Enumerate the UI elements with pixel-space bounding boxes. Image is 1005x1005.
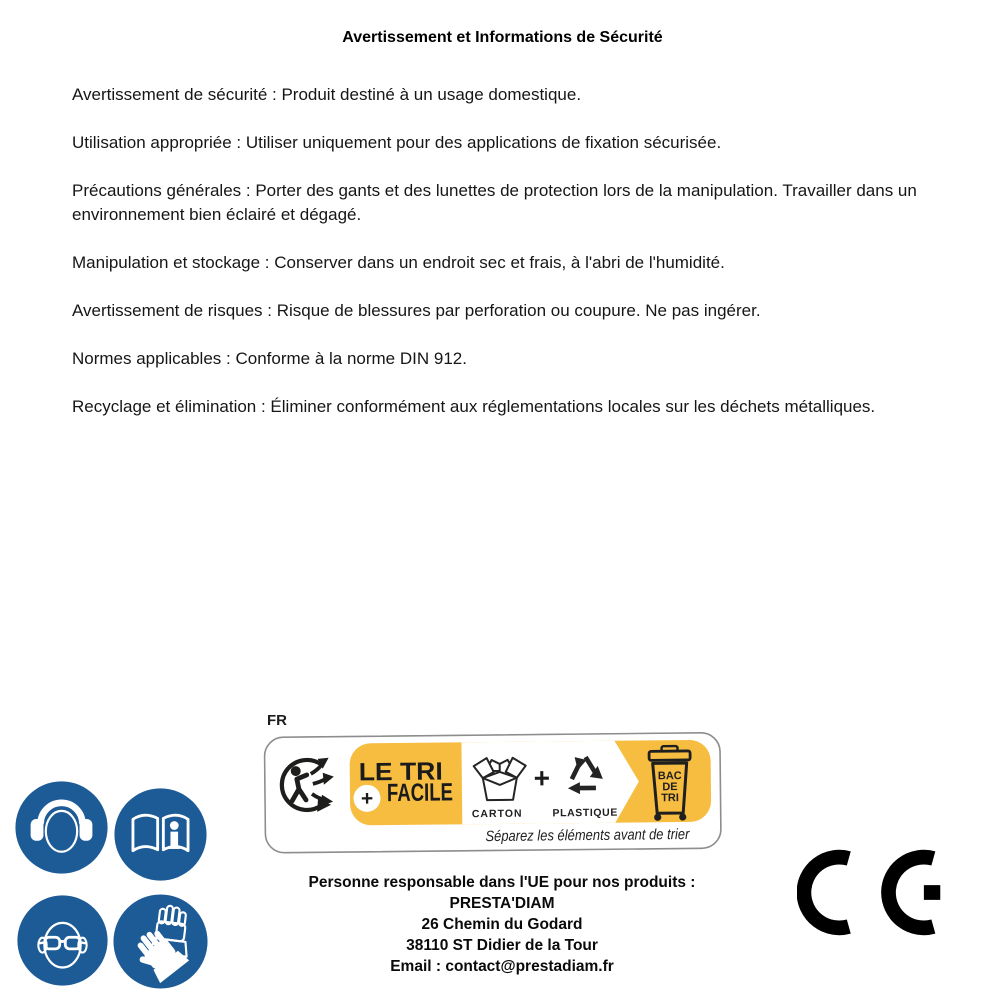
sorting-instruction: Séparez les éléments avant de trier [485,825,722,846]
ce-letter-c [804,857,849,928]
paragraph-handling-storage: Manipulation et stockage : Conserver dans un endroit sec et frais, à l'abri de l'humidité. [72,253,725,272]
page-title: Avertissement et Informations de Sécurité [342,29,663,46]
headline-le-tri: LE TRI [358,757,439,787]
info-tri-label [263,732,722,860]
paragraph-standards: Normes applicables : Conforme à la norme DIN 912. [72,349,467,368]
material-plus: + [533,762,551,794]
responsible-person-block [102,872,902,977]
eye-protection-icon [16,894,109,992]
headline-facile: FACILE [386,778,477,808]
bin-text-tri: TRI [661,792,679,805]
ce-marking [797,844,942,946]
safety-text-block [72,83,917,443]
contact-street: 26 Chemin du Godard [421,916,583,933]
paragraph-appropriate-use: Utilisation appropriée : Utiliser uniquement pour des applications de fixation sécurisée. [72,133,722,152]
ce-letter-e [888,857,940,928]
contact-city: 38110 ST Didier de la Tour [406,937,598,954]
info-tri-graphic [263,732,722,855]
gloves-icon [112,893,209,995]
contact-heading: Personne responsable dans l'UE pour nos produits : [308,874,696,891]
bin-text-de: DE [662,781,678,794]
paragraph-general-precautions: Précautions générales : Porter des gants et des lunettes de protection lors de la manipulation. Travailler dans un environnement bien éclairé et dégagé. [72,181,917,224]
contact-email: Email : contact@prestadiam.fr [390,958,614,975]
paragraph-recycling: Recyclage et élimination : Éliminer conformément aux réglementations locales sur les déchets métalliques. [72,397,876,416]
paragraph-risk-warning: Avertissement de risques : Risque de blessures par perforation ou coupure. Ne pas ingérer. [72,301,761,320]
ear-protection-icon [14,780,109,880]
read-manual-icon [113,787,208,887]
paragraph-safety-warning: Avertissement de sécurité : Produit destiné à un usage domestique. [72,85,582,104]
country-code-label: FR [267,712,287,729]
material-plastique-label: PLASTIQUE [552,806,618,820]
plus-badge-glyph: + [360,787,374,811]
bin-text-bac: BAC [657,770,682,783]
contact-company: PRESTA'DIAM [449,895,555,912]
material-carton-label: CARTON [471,807,523,821]
